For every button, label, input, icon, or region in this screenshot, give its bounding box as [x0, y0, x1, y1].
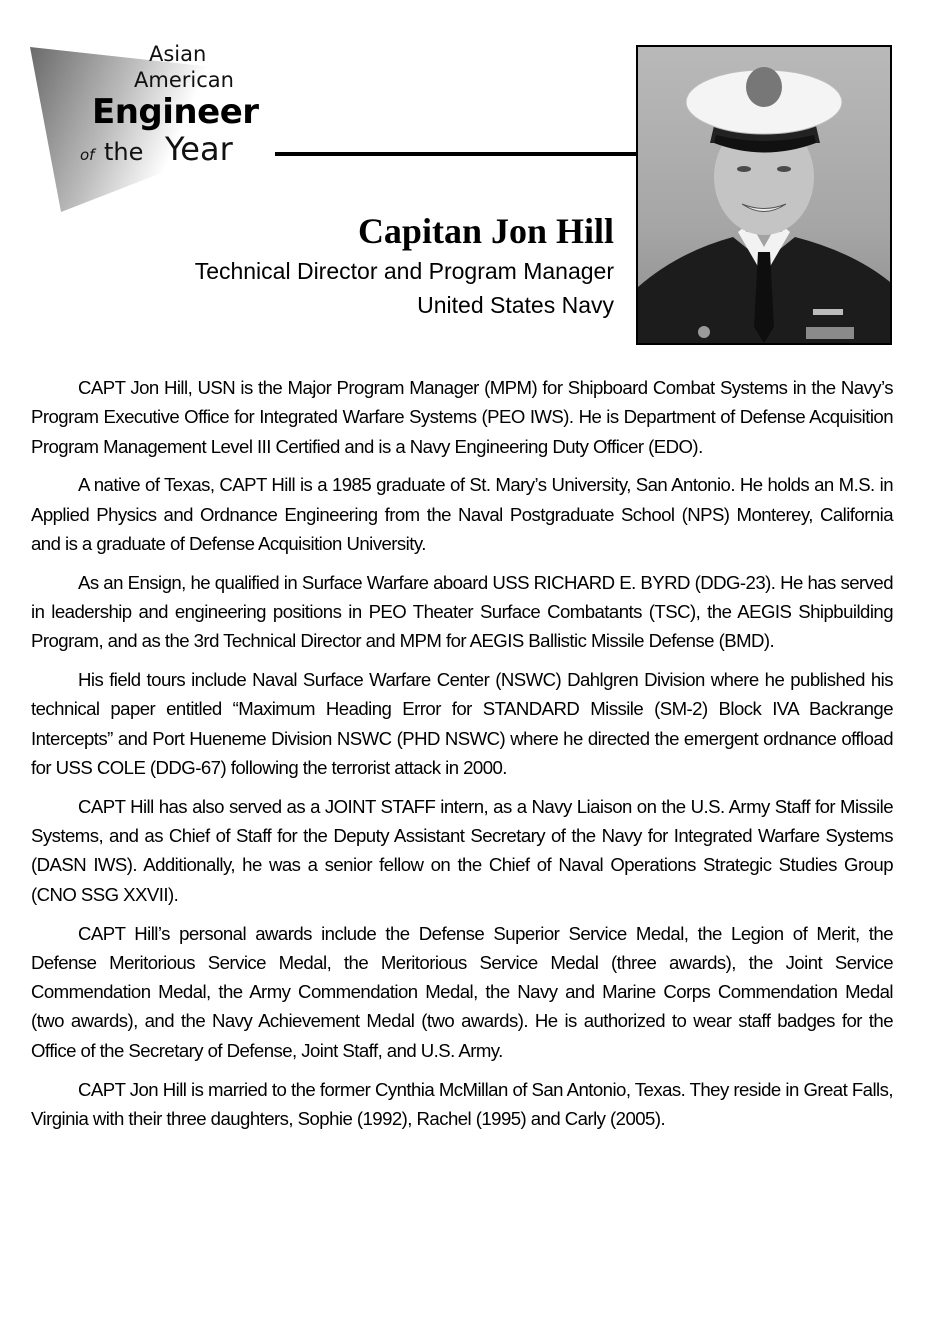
bio-paragraph: A native of Texas, CAPT Hill is a 1985 graduate of St. Mary’s University, San Antonio. He holds an M.S. in Applied Physics and Ordnance Engineering from the Naval Postgraduate School (NPS) Monterey, California and is a graduate of Defense Acquisition University. — [31, 474, 893, 554]
honoree-name: Capitan Jon Hill — [357, 211, 614, 251]
logo-word-of: of — [80, 146, 95, 164]
award-logo — [28, 40, 288, 220]
logo-word-the: the — [104, 138, 144, 166]
biography — [31, 373, 893, 1143]
portrait-illustration — [638, 47, 890, 343]
header-divider-rule — [275, 152, 637, 156]
honoree-position: Technical Director and Program Manager — [194, 258, 614, 284]
bio-paragraph: As an Ensign, he qualified in Surface Warfare aboard USS RICHARD E. BYRD (DDG-23). He has served in leadership and engineering positions in PEO Theater Surface Combatants (TSC), the AEGIS Shipbuilding Program, and as the 3rd Technical Director and MPM for AEGIS Ballistic Missile Defense (BMD). — [31, 571, 893, 652]
logo-word-american: American — [134, 68, 234, 92]
logo-word-year: Year — [165, 130, 233, 168]
honoree-organization: United States Navy — [417, 292, 614, 318]
logo-text — [28, 40, 288, 220]
bio-paragraph: His field tours include Naval Surface Warfare Center (NSWC) Dahlgren Division where he published his technical paper entitled “Maximum Heading Error for STANDARD Missile (SM-2) Block IVA Backrange Intercepts” and Port Hueneme Division NSWC (PHD NSWC) where he directed the emergent ordnance offload for USS COLE (DDG-67) following the terrorist attack in 2000. — [31, 669, 893, 779]
logo-word-asian: Asian — [149, 42, 207, 66]
logo-word-engineer: Engineer — [92, 92, 259, 132]
bio-paragraph: CAPT Hill’s personal awards include the Defense Superior Service Medal, the Legion of Merit, the Defense Meritorious Service Medal, the Meritorious Service Medal (three awards), the Joint Service Commendation Medal, the Army Commendation Medal, the Navy and Marine Corps Commendation Medal (two awards), and the Navy Achievement Medal (two awards). He is authorized to wear staff badges for the Office of the Secretary of Defense, Joint Staff, and U.S. Army. — [31, 922, 893, 1061]
portrait-photo — [636, 45, 892, 345]
bio-paragraph: CAPT Jon Hill, USN is the Major Program Manager (MPM) for Shipboard Combat Systems in the Navy’s Program Executive Office for Integrated Warfare Systems (PEO IWS). He is Department of Defense Acquisition Program Management Level III Certified and is a Navy Engineering Duty Officer (EDO). — [31, 377, 893, 457]
bio-paragraph: CAPT Jon Hill is married to the former Cynthia McMillan of San Antonio, Texas. They reside in Great Falls, Virginia with their three daughters, Sophie (1992), Rachel (1995) and Carly (2005). — [31, 1078, 893, 1129]
bio-paragraph: CAPT Hill has also served as a JOINT STAFF intern, as a Navy Liaison on the U.S. Army Staff for Missile Systems, and as Chief of Staff for the Deputy Assistant Secretary of the Navy for Integrated Warfare Systems (DASN IWS). Additionally, he was a senior fellow on the Chief of Naval Operations Strategic Studies Group (CNO SSG XXVII). — [31, 795, 893, 905]
